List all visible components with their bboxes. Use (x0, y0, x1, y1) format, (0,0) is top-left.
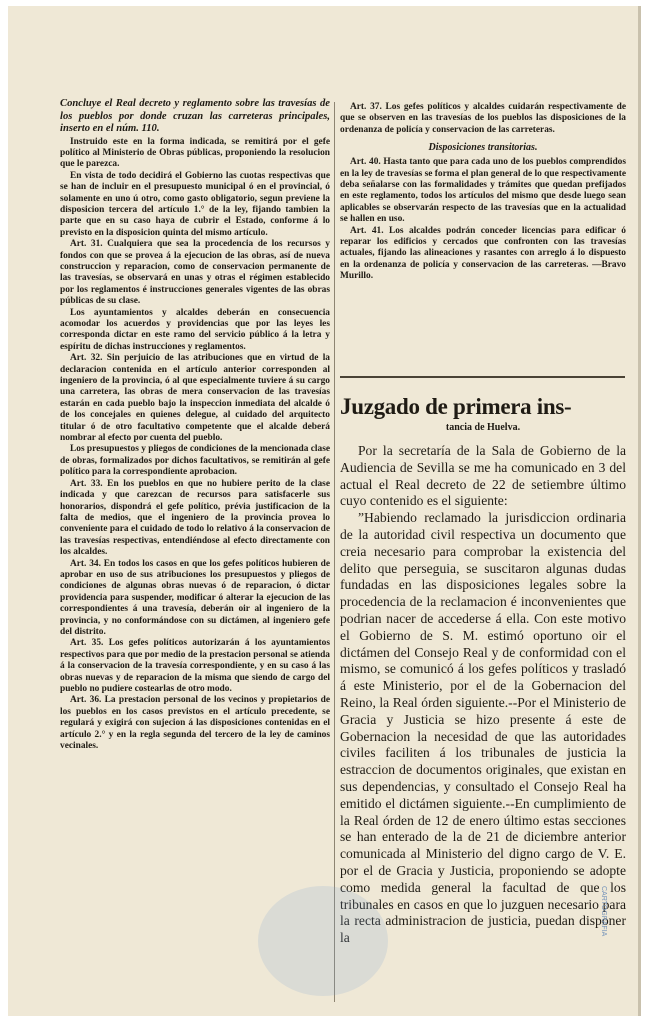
transitory-heading: Disposiciones transitorias. (428, 142, 538, 154)
stamp-label: CARTOGRAFIA (600, 886, 607, 937)
court-subtitle: tancia de Huelva. (445, 422, 521, 433)
right-top-column (340, 102, 626, 283)
paragraph: En vista de todo decidirá el Gobierno las cuotas respectivas que se han de incluir en el presupuesto municipal ó en el provincial, ó solamente en uno ú otro, como gasto obligatorio, segun previene la disposicion tercera del artículo 1.° de la ley, fijando tambien la parte que en su caso haya de cubrir el Estado, conforme á lo previsto en la disposicion quinta del mismo artículo. (60, 170, 330, 238)
article-33: Art. 33. En los pueblos en que no hubiere perito de la clase indicada y que carezcan de recursos para satisfacerle sus honorarios, dispondrá el gefe político, prévia justificacion de la falta de medios, que el ingeniero de la provincia provea lo conveniente para el cuidado de todo lo relativo á la conservacion de las travesías respectivas, entendiéndose al efecto directamente con los alcaldes. (60, 478, 330, 558)
paragraph: Los ayuntamientos y alcaldes deberán en consecuencia acomodar los acuerdos y providencias que por las leyes les corresponda dictar en este ramo del servicio público á la letra y espíritu de dichas instrucciones y reglamentos. (60, 307, 330, 352)
article-36: Art. 36. La prestacion personal de los vecinos y propietarios de los pueblos en los casos previstos en el artículo precedente, se regulará y exigirá con sujecion á las disposiciones contenidas en el artículo 2.° y en la regla segunda del tercero de la ley de caminos vecinales. (60, 695, 330, 752)
right-bottom-column (340, 386, 626, 947)
library-stamp-watermark (258, 886, 388, 996)
paragraph: Instruido este en la forma indicada, se remitirá por el gefe político al Ministerio de Obras públicas, proponiendo la resolucion que le parezca. (60, 136, 330, 170)
left-column (60, 98, 330, 752)
article-37: Art. 37. Los gefes políticos y alcaldes cuidarán respectivamente de que se observen en las travesías de los pueblos las disposiciones de la ordenanza de policía y conservacion de las carreteras. (340, 102, 626, 135)
court-title: Juzgado de primera ins- (340, 394, 572, 419)
article-40: Art. 40. Hasta tanto que para cada uno de los pueblos comprendidos en la ley de travesías se forma el plan general de lo que respectivamente deba señalarse con las formalidades y trámites que quedan prefijados en este reglamento, todos los artículos del mismo que desde luego sean aplicables se observarán respecto de las travesías que en la actualidad se hallen en uso. (340, 157, 626, 225)
decree-heading: Concluye el Real decreto y reglamento sobre las travesías de los pueblos por donde cruzan las carreteras principales, inserto en el núm. 110. (60, 98, 330, 134)
paragraph: Por la secretaría de la Sala de Gobierno de la Audiencia de Sevilla se me ha comunicado en 3 del actual el Real decreto de 22 de setiembre último cuyo contenido es el siguiente: (340, 443, 626, 509)
section-divider (340, 376, 625, 378)
paragraph: Los presupuestos y pliegos de condiciones de la mencionada clase de obras, formalizados por dichos facultativos, se remitirán al gefe político para la correspondiente aprobacion. (60, 444, 330, 478)
article-41: Art. 41. Los alcaldes podrán conceder licencias para edificar ó reparar los edificios y cercados que confronten con las travesías actuales, fijando las alineaciones y rasantes con arreglo á lo dispuesto en la ordenanza de policía y conservacion de las carreteras. —Bravo Murillo. (340, 225, 626, 282)
newspaper-page (8, 6, 641, 1016)
paragraph: ”Habiendo reclamado la jurisdiccion ordinaria de la autoridad civil respectiva un documento que creia necesario para comprobar la existencia del delito que perseguia, se suscitaron algunas dudas fundadas en las disposiciones legales sobre la procedencia de la reclamacion é inconvenientes que podrian nacer de accederse á ella. Con este motivo el Gobierno de S. M. estimó oportuno oir el dictámen del Consejo Real y de conformidad con el mismo, se comunicó á los gefes políticos y trasladó á este Ministerio, por el de la Gobernacion del Reino, la Real órden siguiente.--Por el Ministerio de Gracia y Justicia se hizo presente á este de Gobernacion la necesidad de que las autoridades civiles faciliten á los tribunales de justicia la estraccion de documentos originales, que existan en sus dependencias, y consultado el Consejo Real ha emitido el dictámen siguiente.--En cumplimiento de la Real órden de 12 de enero último estas secciones se han enterado de la de 21 de diciembre anterior comunicada al Ministerio del digno cargo de V. E. por el de Gracia y Justicia, proponiendo se adopte como medida general la facultad de que los tribunales en casos en que lo juzguen necesario para la recta administracion de justicia, puedan disponer la (340, 510, 626, 946)
article-31: Art. 31. Cualquiera que sea la procedencia de los recursos y fondos con que se provea á la ejecucion de las obras, así de nueva construccion y reparacion, como de conservacion permanente de las travesías, se observará en unas y otras el régimen establecido por los reglamentos é instrucciones generales vigentes de las obras públicas de su clase. (60, 239, 330, 307)
article-32: Art. 32. Sin perjuicio de las atribuciones que en virtud de la declaracion contenida en el artículo anterior corresponden al ingeniero de la provincia, ó al que especialmente tuviere á su cargo una carretera, las obras de mera conservacion de las travesías estarán en cada pueblo bajo la inspeccion inmediata del alcalde ó de los concejales en quienes delegue, al cuidado del arquitecto titular ó de otro facultativo competente que el alcalde deberá nombrar al efecto por cuenta del pueblo. (60, 353, 330, 444)
article-34: Art. 34. En todos los casos en que los gefes políticos hubieren de aprobar en uso de sus atribuciones los presupuestos y pliegos de condiciones de algunas obras nuevas ó de reparacion, ó dictar providencia para suspender, modificar ó alterar la ejecucion de las correspondientes á una travesía, deberán oir al ingeniero de la provincia, y no conformándose con su dictámen, al ingeniero gefe del distrito. (60, 558, 330, 637)
article-35: Art. 35. Los gefes políticos autorizarán á los ayuntamientos respectivos para que por medio de la prestacion personal se atienda á la conservacion de la travesía correspondiente, y en su caso á las obras nuevas y de reparacion de la misma que siendo de cargo del pueblo no pudiere costearlas de otro modo. (60, 638, 330, 694)
column-divider (334, 102, 335, 1002)
